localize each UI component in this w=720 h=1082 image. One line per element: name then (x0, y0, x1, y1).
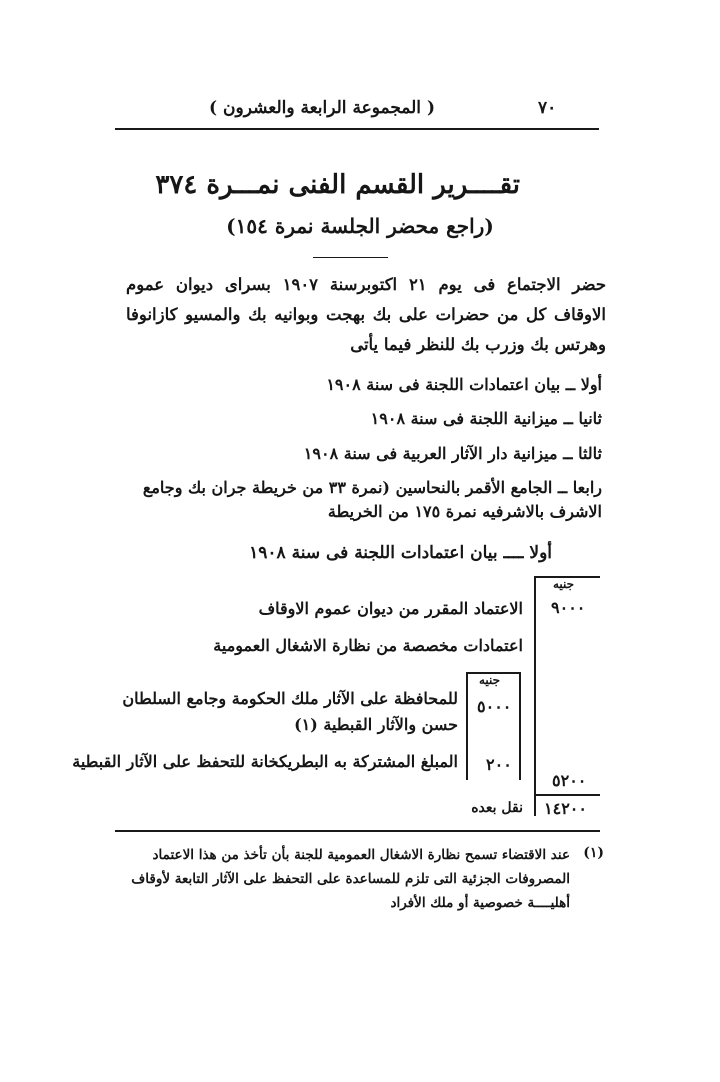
outer-currency-label: جنيه (553, 577, 575, 591)
agenda-item-1: أولا ــ بيان اعتمادات اللجنة فى سنة ١٩٠٨ (326, 375, 602, 394)
outer-column-divider (534, 576, 536, 816)
section-heading: أولا ــــ بيان اعتمادات اللجنة فى سنة ١٩٠٨ (249, 543, 552, 563)
total-rule (535, 794, 600, 796)
inner-currency-label: جنيه (479, 673, 501, 687)
agenda-item-3: ثالثا ــ ميزانية دار الآثار العربية فى سنة ١٩٠٨ (303, 444, 602, 463)
agenda-item-4: رابعا ــ الجامع الأقمر بالنحاسين (نمرة ٣٣ من خريطة جران بك وجامع الاشرف بالاشرفيه نمرة ١٧٥ من الخريطة (142, 478, 602, 521)
subtotal-amount: ٥٢٠٠ (552, 771, 587, 790)
agenda-item-2: ثانيا ــ ميزانية اللجنة فى سنة ١٩٠٨ (370, 409, 602, 428)
header-rule (115, 128, 599, 130)
sub-row1-amount: ٥٠٠٠ (477, 697, 512, 716)
footnote-text: عند الاقتضاء تسمح نظارة الاشغال العمومية للجنة بأن تأخذ من هذا الاعتماد المصروفات الجزئية التى تلزم للمساعدة على التحفظ على الآثار التابعة لأوقاف أهليــــة خصوصية أو ملك الأفراد (131, 847, 570, 911)
running-title: ( المجموعة الرابعة والعشرون ) (209, 98, 435, 118)
footnote-rule (115, 830, 600, 832)
footnote-marker: (١) (583, 845, 604, 861)
row1-amount: ٩٠٠٠ (551, 598, 586, 617)
inner-column-left-divider (466, 672, 468, 780)
sub-row1-label: للمحافظة على الآثار ملك الحكومة وجامع السلطان حسن والآثار القبطية (١) (122, 689, 458, 734)
inner-column-right-divider (519, 672, 521, 780)
row1-label: الاعتماد المقرر من ديوان عموم الاوقاف (258, 599, 523, 618)
intro-paragraph: حضر الاجتماع فى يوم ٢١ اكتوبرسنة ١٩٠٧ بسراى ديوان عموم الاوقاف كل من حضرات على بك بهجت وبوانيه بك والمسيو كازانوفا وهرتس بك وزرب بك للنظر فيما يأتى (126, 275, 607, 354)
sub-row2-label: المبلغ المشتركة به البطريكخانة للتحفظ على الآثار القبطية (72, 752, 458, 771)
report-title: تقــــرير القسم الفنى نمـــرة ٣٧٤ (155, 170, 520, 200)
title-divider (313, 257, 388, 258)
row2-label: اعتمادات مخصصة من نظارة الاشغال العمومية (213, 636, 523, 655)
page-number: ٧٠ (538, 98, 557, 118)
report-reference: (راجع محضر الجلسة نمرة ١٥٤) (226, 214, 494, 238)
total-amount: ١٤٢٠٠ (544, 799, 587, 818)
sub-row2-amount: ٢٠٠ (486, 755, 512, 774)
carried-forward-label: نقل بعده (471, 800, 523, 816)
